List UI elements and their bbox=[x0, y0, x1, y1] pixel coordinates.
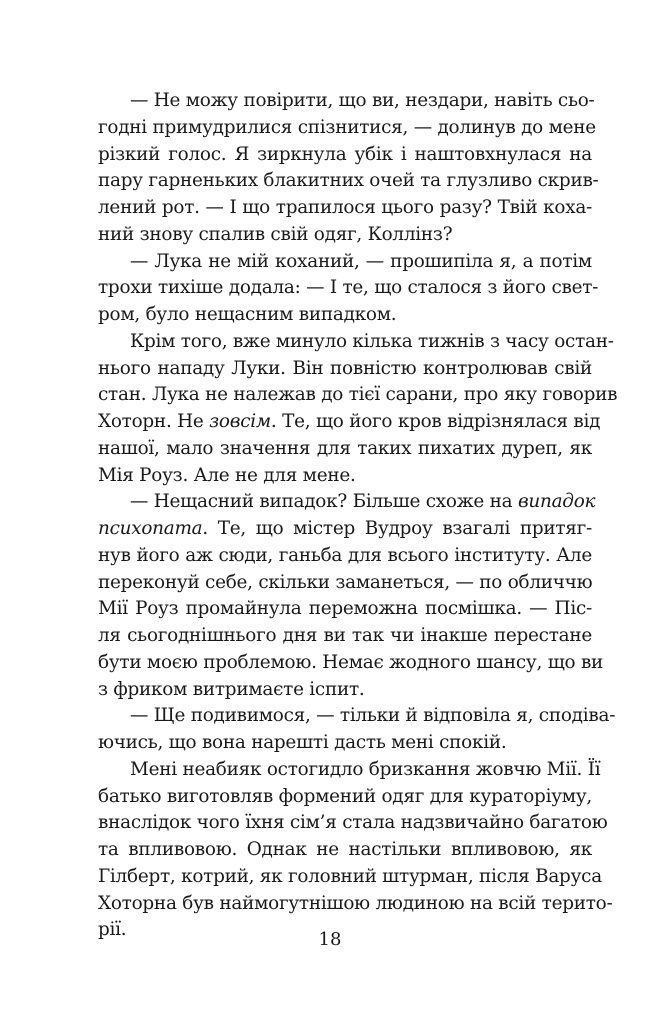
text-line bbox=[98, 222, 592, 249]
text-segment: Хоторна був наймогутнішою людиною на всій терито- bbox=[98, 892, 613, 914]
text-line bbox=[98, 329, 614, 356]
text-segment: — Нещасний випадок? Більше схоже на bbox=[130, 491, 518, 513]
text-segment: — Ще подивимося, — тільки й відповіла я, сподіва- bbox=[130, 705, 616, 727]
text-segment: пару гарненьких блакитних очей та глузливо скрив- bbox=[98, 170, 599, 192]
text-segment: ючись, що вона нарешті дасть мені спокій. bbox=[98, 732, 507, 753]
text-segment: — Лука не мій коханий, — прошипіла я, а потім bbox=[130, 250, 592, 272]
text-segment: рії. bbox=[98, 919, 127, 941]
text-segment: нього нападу Луки. Він повністю контролював свій bbox=[98, 357, 592, 379]
text-segment: — Не можу повірити, що ви, нездари, навіть сьо- bbox=[130, 90, 595, 111]
text-line bbox=[98, 516, 592, 543]
text-segment: з фриком витримаєте іспит. bbox=[98, 678, 365, 700]
text-line bbox=[98, 115, 596, 142]
text-segment: та впливовою. Однак не настільки впливовою, як bbox=[98, 839, 592, 860]
text-line bbox=[98, 168, 599, 195]
text-line bbox=[98, 543, 592, 570]
text-segment: Мені неабияк остогидло бризкання жовчю Мії. Її bbox=[130, 758, 601, 780]
emphasis-text: випадок bbox=[517, 491, 596, 513]
text-segment: Мії Роуз промайнула переможна посмішка. — Піс- bbox=[98, 598, 592, 620]
emphasis-text: зовсім bbox=[209, 411, 271, 432]
text-line bbox=[98, 650, 604, 677]
text-segment: нув його аж сюди, ганьба для всього інституту. Але bbox=[98, 544, 592, 566]
text-line bbox=[98, 88, 595, 115]
text-line bbox=[98, 302, 592, 329]
text-line bbox=[98, 249, 592, 276]
text-segment: нашої, мало значення для таких пихатих дуреп, як bbox=[98, 437, 592, 459]
text-line bbox=[98, 837, 592, 864]
text-segment: годні примудрилися спізнитися, — долинув до мене bbox=[98, 116, 596, 138]
text-line bbox=[98, 356, 592, 383]
text-line bbox=[98, 784, 592, 811]
text-segment: ля сьогоднішнього дня ви так чи інакше перестане bbox=[98, 625, 592, 646]
body-text bbox=[98, 88, 618, 944]
text-line bbox=[98, 730, 592, 757]
text-line bbox=[98, 703, 616, 730]
text-segment: трохи тихіше додала: — І те, що сталося з його свет- bbox=[98, 277, 599, 299]
text-line bbox=[98, 891, 613, 918]
text-line bbox=[98, 489, 596, 516]
text-segment: Хоторн. Не bbox=[98, 411, 210, 432]
text-segment: лений рот. — І що трапилося цього разу? Твій коха- bbox=[98, 197, 592, 218]
text-line bbox=[98, 810, 608, 837]
text-line bbox=[98, 409, 601, 436]
text-line bbox=[98, 463, 592, 490]
page-number: 18 bbox=[318, 929, 342, 950]
text-segment: різкий голос. Я зиркнула убік і наштовхнулася на bbox=[98, 143, 592, 165]
text-segment: батько виготовляв формений одяг для кураторіуму, bbox=[98, 785, 592, 807]
text-segment: Гілберт, котрий, як головний штурман, після Варуса bbox=[98, 865, 602, 887]
text-line bbox=[98, 275, 599, 302]
text-segment: Крім того, вже минуло кілька тижнів з часу остан- bbox=[130, 330, 614, 352]
text-segment: стан. Лука не належав до тієї сарани, про яку говорив bbox=[98, 384, 618, 406]
text-line bbox=[98, 596, 592, 623]
text-line bbox=[98, 382, 618, 409]
text-line bbox=[98, 677, 592, 704]
text-segment: . Те, що містер Вудроу взагалі притяг- bbox=[202, 518, 592, 539]
text-segment: переконуй себе, скільки заманеться, — по обличчю bbox=[98, 571, 593, 593]
text-segment: . Те, що його кров відрізнялася від bbox=[270, 411, 601, 432]
text-line bbox=[98, 757, 601, 784]
text-line bbox=[98, 436, 592, 463]
text-line bbox=[98, 142, 592, 169]
text-line bbox=[98, 623, 592, 650]
text-segment: бути моєю проблемою. Немає жодного шансу, що ви bbox=[98, 651, 604, 673]
text-segment: Мія Роуз. Але не для мене. bbox=[98, 464, 356, 486]
emphasis-text: психопата bbox=[98, 518, 203, 539]
text-line bbox=[98, 864, 602, 891]
text-segment: ром, було нещасним випадком. bbox=[98, 304, 397, 325]
text-line bbox=[98, 570, 592, 597]
text-segment: ний знову спалив свій одяг, Коллінз? bbox=[98, 223, 453, 245]
text-line bbox=[98, 195, 592, 222]
text-segment: внаслідок чого їхня сім’я стала надзвичайно багатою bbox=[98, 812, 608, 834]
